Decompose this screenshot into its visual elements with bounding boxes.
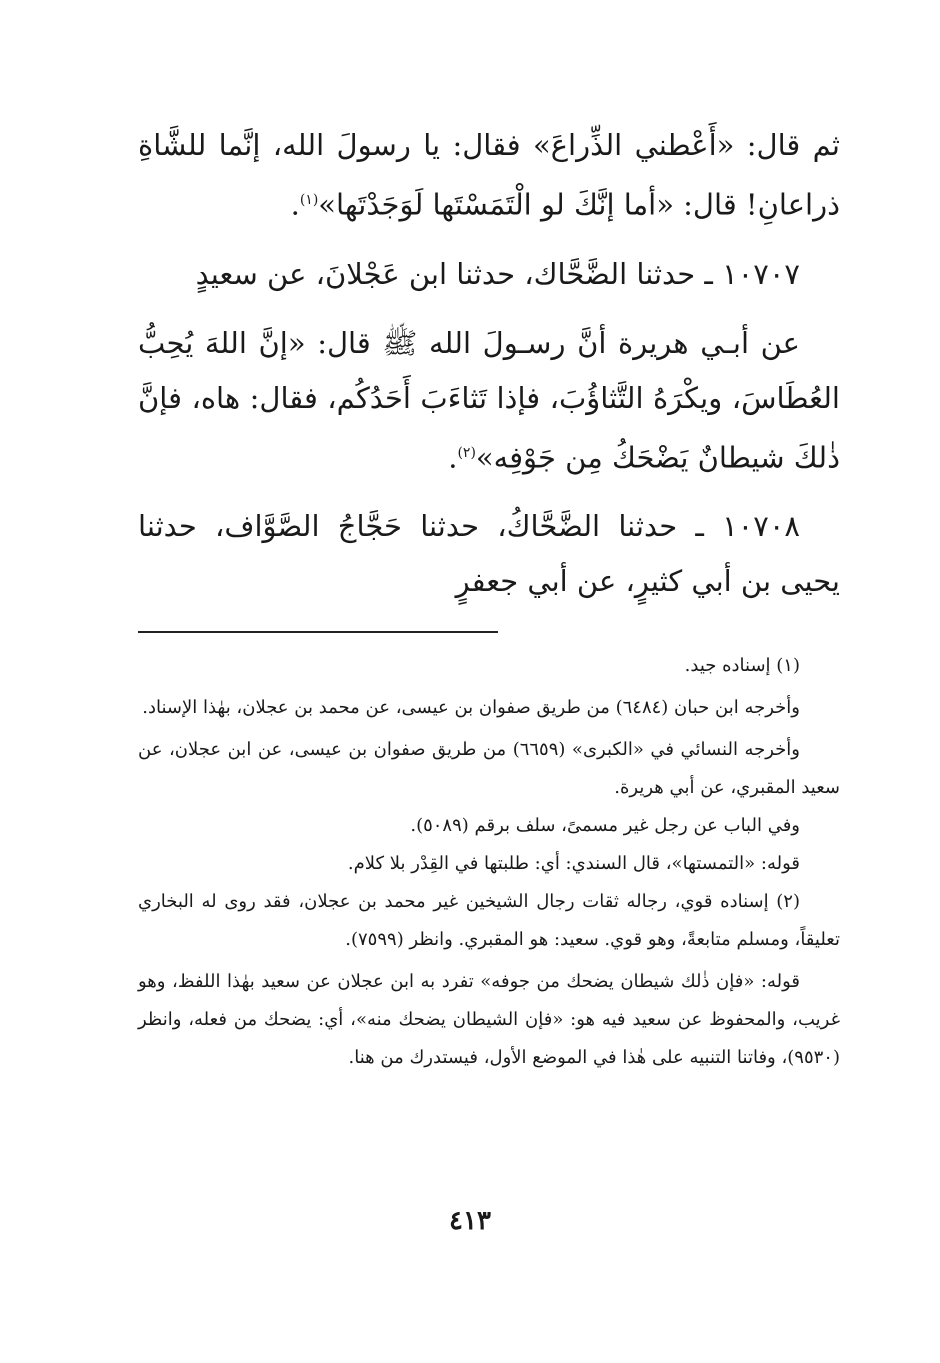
footnote-ref: (٢) bbox=[457, 444, 476, 461]
footnote-line: (١) إسناده جيد. bbox=[684, 655, 800, 677]
footnote-line: وأخرجه ابن حبان (٦٤٨٤) من طريق صفوان بن عيسى، عن محمد بن عجلان، بهٰذا الإسناد. bbox=[142, 697, 800, 719]
hadith-10707-header: ١٠٧٠٧ ـ حدثنا الضَّحَّاك، حدثنا ابن عَجْلانَ، عن سعيدٍ bbox=[195, 256, 800, 291]
footnote-separator bbox=[138, 631, 498, 633]
sentence-end: . bbox=[290, 187, 300, 222]
footnotes bbox=[138, 647, 840, 1077]
hadith-10708-header: ١٠٧٠٨ ـ حدثنا الضَّحَّاكُ، حدثنا حَجَّاجُ الصَّوَّاف، حدثنا يحيى بن أبي كثيرٍ، عن أبي جعفرٍ bbox=[138, 509, 840, 599]
main-paragraph bbox=[138, 118, 840, 233]
footnote-line: وفي الباب عن رجل غير مسمىً، سلف برقم (٥٠٨٩). bbox=[410, 815, 800, 837]
footnote-line: قوله: «التمستها»، قال السندي: أي: طلبتها في القِدْر بلا كلام. bbox=[347, 853, 800, 875]
sentence-end: . bbox=[448, 440, 458, 475]
footnote-line: قوله: «فإن ذٰلك شيطان يضحك من جوفه» تفرد به ابن عجلان عن سعيد بهٰذا اللفظ، وهو غريب، والمحفوظ عن سعيد فيه هو: «فإن الشيطان يضحك منه»، أي: يضحك من فعله، وانظر (٩٥٣٠)، وفاتنا التنبيه على هٰذا في الموضع الأول، فيستدرك من هنا. bbox=[138, 971, 840, 1069]
paragraph-text: عن أبـي هريرة أنَّ رسـولَ الله ﷺ قال: «إنَّ اللهَ يُحِبُّ العُطَاسَ، ويكْرَهُ التَّثاؤُبَ، فإذا تَثاءَبَ أَحَدُكُم، فقال: هاه، فإنَّ ذٰلكَ شيطانٌ يَضْحَكُ مِن جَوْفِه» bbox=[138, 325, 840, 475]
footnote-line: وأخرجه النسائي في «الكبرى» (٦٦٥٩) من طريق صفوان بن عيسى، عن ابن عجلان، عن سعيد المقبري، عن أبي هريرة. bbox=[138, 739, 840, 799]
footnote-ref: (١) bbox=[299, 192, 319, 208]
page-number: ٤١٣ bbox=[449, 1206, 491, 1236]
footnote-line: (٢) إسناده قوي، رجاله ثقات رجال الشيخين غير محمد بن عجلان، فقد روى له البخاري تعليقاً، ومسلم متابعةً، وهو قوي. سعيد: هو المقبري. وانظر (٧٥٩٩). bbox=[138, 891, 840, 951]
main-text bbox=[138, 118, 840, 609]
main-paragraph bbox=[138, 316, 840, 486]
paragraph-text: ثم قال: «أَعْطني الذِّراعَ» فقال: يا رسولَ الله، إنَّما للشَّاةِ ذراعانِ! قال: «أما إنَّكَ لو الْتَمَسْتَها لَوَجَدْتَها» bbox=[138, 128, 840, 222]
